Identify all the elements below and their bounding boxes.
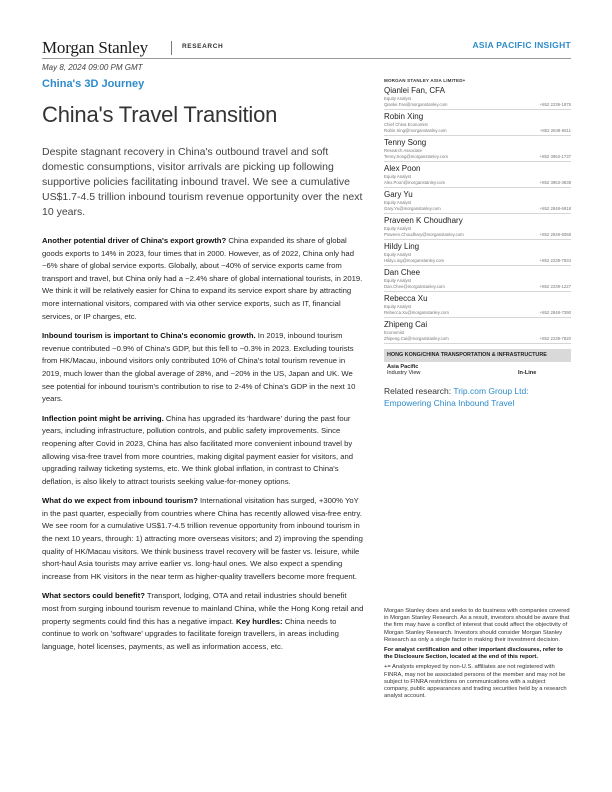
analyst-entry [384,86,571,110]
body-paragraph [42,235,364,323]
disclaimer-paragraph: += Analysts employed by non-U.S. affiliates are not registered with FINRA, may not be associated persons of the member and may not be subject to FINRA restrictions on communications with a subject company, public appearances and trading securities held by a research analyst account. [384,664,567,700]
paragraph-text: China has upgraded its 'hardware' during the past four years, including infrastructure, pollution controls, and public safety improvements. Since reopening after Covid in 2023, China has also facilitated more convenient inbound travel by allowing visa-free travel from more countries, making digital payment easier for visitors, and upgrading railway ticketing systems, etc. We think global inflation, in contrast to China's deflation, is also likely to attract tourists seeking value-for-money options. [42,413,354,486]
paragraph-lead: Key hurdles: [236,616,283,626]
analyst-phone: +852 2848-6511 [539,128,571,133]
analyst-role: Equity Analyst [384,226,411,231]
body-text [42,235,364,660]
analyst-role: Equity Analyst [384,252,411,257]
paragraph-text: International visitation has surged, +300% YoY in the past quarter, especially from countries where China has recently allowed visa-free entry. We see room for a cumulative US$1.7-4.5 trillion revenue opportunity from inbound tourism in the next 10 years, through: 1) attracting more overseas visitors; and 2) improving the spending quality of HK/Macau visitors. We think business travel recovery will be faster vs. leisure, while short-haul Asia tourists may arrive earlier vs. long-haul ones. We also expect a spending increase from HK visitors in the near term as higher-quality travellers become more frequent. [42,496,363,581]
disclaimer [384,608,571,703]
paragraph-lead: Another potential driver of China's export growth? [42,236,227,245]
industry-region: Asia Pacific [387,363,419,370]
analyst-entry [384,294,571,318]
paragraph-text: In 2019, inbound tourism revenue contributed ~0.9% of China's GDP, but this fell to ~0.3% in 2023. Excluding tourists from HK/Macau, inbound visitors only contributed 10% of China's total tourism revenue in 2019, much lower than the global average of 28%, and ~20% in the US, Japan and UK. We see potential for inbound tourism's contribution to rise to 2-4% of China's GDP in the next 10 years. [42,331,356,404]
analyst-contact [384,128,571,134]
related-research-link[interactable]: Trip.com Group Ltd: Empowering China Inbound Travel [384,385,529,408]
analyst-entry [384,164,571,188]
analyst-contact [384,102,571,108]
body-paragraph [42,330,364,406]
page-title: China's Travel Transition [42,102,278,127]
analyst-entry [384,242,571,266]
section-label: RESEARCH [182,43,224,50]
analyst-name: Qianlei Fan, CFA [384,86,445,95]
analyst-entry [384,138,571,162]
analyst-name: Rebecca Xu [384,294,428,303]
analyst-sidebar [384,78,571,409]
analyst-email[interactable]: Rebecca.Xu@morganstanley.com [384,310,449,315]
body-paragraph [42,413,364,489]
analyst-name: Zhipeng Cai [384,320,428,329]
body-paragraph [42,590,364,653]
paragraph-lead: What do we expect from inbound tourism? [42,496,198,506]
disclosure-note: For analyst certification and other important disclosures, refer to the Disclosure Section, located at the end of this report. [384,647,563,661]
analyst-contact [384,310,571,316]
analyst-phone: +852 2848-7390 [539,310,571,315]
paragraph-lead: Inflection point might be arriving. [42,413,164,423]
logo-divider [171,41,172,55]
analyst-email[interactable]: Dan.Chee@morganstanley.com [384,284,445,289]
related-research-label: Related research: [384,385,452,396]
paragraph-text: China needs to continue to work on 'software' upgrades to facilitate foreign travellers, in areas including language, hotel licenses, payments, as well as information access, etc. [42,616,339,651]
analyst-email[interactable]: Tenny.Song@morganstanley.com [384,154,448,159]
analyst-contact [384,180,571,186]
analyst-role: Equity Analyst [384,96,411,101]
analyst-email[interactable]: Hildy.Ling@morganstanley.com [384,258,445,263]
analyst-contact [384,232,571,238]
paragraph-lead: Inbound tourism is important to China's economic growth. [42,331,256,341]
analyst-email[interactable]: Robin.Xing@morganstanley.com [384,128,447,133]
analyst-role: Economist [384,330,405,335]
analyst-role: Equity Analyst [384,200,411,205]
analyst-email[interactable]: Zhipeng.Cai@morganstanley.com [384,336,449,341]
analyst-role: Chief China Economist [384,122,428,127]
disclaimer-paragraph: Morgan Stanley does and seeks to do business with companies covered in Morgan Stanley Research. As a result, investors should be aware that the firm may have a conflict of interest that could affect the objectivity of Morgan Stanley Research. Investors should consider Morgan Stanley Research as only a single factor in making their investment decision. [384,608,570,643]
analyst-phone: +852 3963-1737 [539,154,571,159]
page-header [42,38,571,60]
header-divider [42,58,571,59]
analyst-phone: +852 2848-5068 [539,232,571,237]
analyst-contact [384,154,571,160]
analyst-name: Tenny Song [384,138,427,147]
industry-view-label: Industry View [387,369,421,376]
paragraph-text: Transport, lodging, OTA and retail industries should benefit most from surging inbound tourism revenue to mainland China, while the Hong Kong retail and property segments could find this has a negative impact. [42,591,364,626]
org-name: MORGAN STANLEY ASIA LIMITED+ [384,78,466,83]
analyst-list [384,86,571,344]
analyst-phone: +852 2239-7834 [539,258,571,263]
analyst-contact [384,336,571,342]
analyst-name: Dan Chee [384,268,421,277]
analyst-name: Praveen K Choudhary [384,216,463,225]
analyst-role: Research Associate [384,148,422,153]
analyst-entry [384,190,571,214]
analyst-email[interactable]: Praveen.Choudhary@morganstanley.com [384,232,464,237]
summary-paragraph: Despite stagnant recovery in China's outbound travel and soft domestic consumptions, visitor arrivals are picking up following supportive policies facilitating inbound travel. We see a cumulative US$1.7-4.5 trillion inbound tourism revenue opportunity over the next 10 years. [42,146,363,218]
industry-view-value: In-Line [518,369,537,376]
analyst-entry [384,268,571,292]
analyst-entry [384,216,571,240]
analyst-name: Hildy Ling [384,242,420,251]
analyst-entry [384,112,571,136]
industry-view-box [384,349,571,376]
industry-view-row [384,370,571,376]
analyst-email[interactable]: Alex.Poon@morganstanley.com [384,180,446,185]
analyst-name: Gary Yu [384,190,413,199]
analyst-email[interactable]: Qianlei.Fan@morganstanley.com [384,102,448,107]
analyst-entry [384,320,571,344]
analyst-email[interactable]: Gary.Yu@morganstanley.com [384,206,441,211]
related-research [384,385,571,409]
analyst-role: Equity Analyst [384,304,411,309]
analyst-role: Equity Analyst [384,278,411,283]
series-title: China's 3D Journey [42,78,145,90]
analyst-contact [384,284,571,290]
publish-date: May 8, 2024 09:00 PM GMT [42,63,143,72]
analyst-phone: +852 2239-7820 [539,336,571,341]
paragraph-text: China expanded its share of global goods exports to 14% in 2023, four times that in 2000. However, as of 2022, China only had ~6% share of global service exports. Globally, about ~40% of service exports came from transport and travel, but China only had a ~2.4% share of global international tourists, in 2019. We think it will be relatively easier for China to expand its service export share by attracting more international visitors, compared with via other service exports, such as IT, financial services, or IP charges, etc. [42,236,363,321]
body-paragraph [42,495,364,583]
industry-heading: HONG KONG/CHINA TRANSPORTATION & INFRASTRUCTURE [384,349,571,362]
brand-logo: Morgan Stanley [42,38,148,57]
analyst-phone: +852 2239-1227 [539,284,571,289]
analyst-name: Robin Xing [384,112,424,121]
analyst-role: Equity Analyst [384,174,411,179]
analyst-name: Alex Poon [384,164,421,173]
analyst-phone: +852 3963-3838 [539,180,571,185]
report-type-badge: ASIA PACIFIC INSIGHT [472,40,571,50]
paragraph-lead: What sectors could benefit? [42,591,145,601]
analyst-phone: +852 2239-1875 [539,102,571,107]
analyst-phone: +852 2848-6918 [539,206,571,211]
analyst-contact [384,258,571,264]
analyst-contact [384,206,571,212]
